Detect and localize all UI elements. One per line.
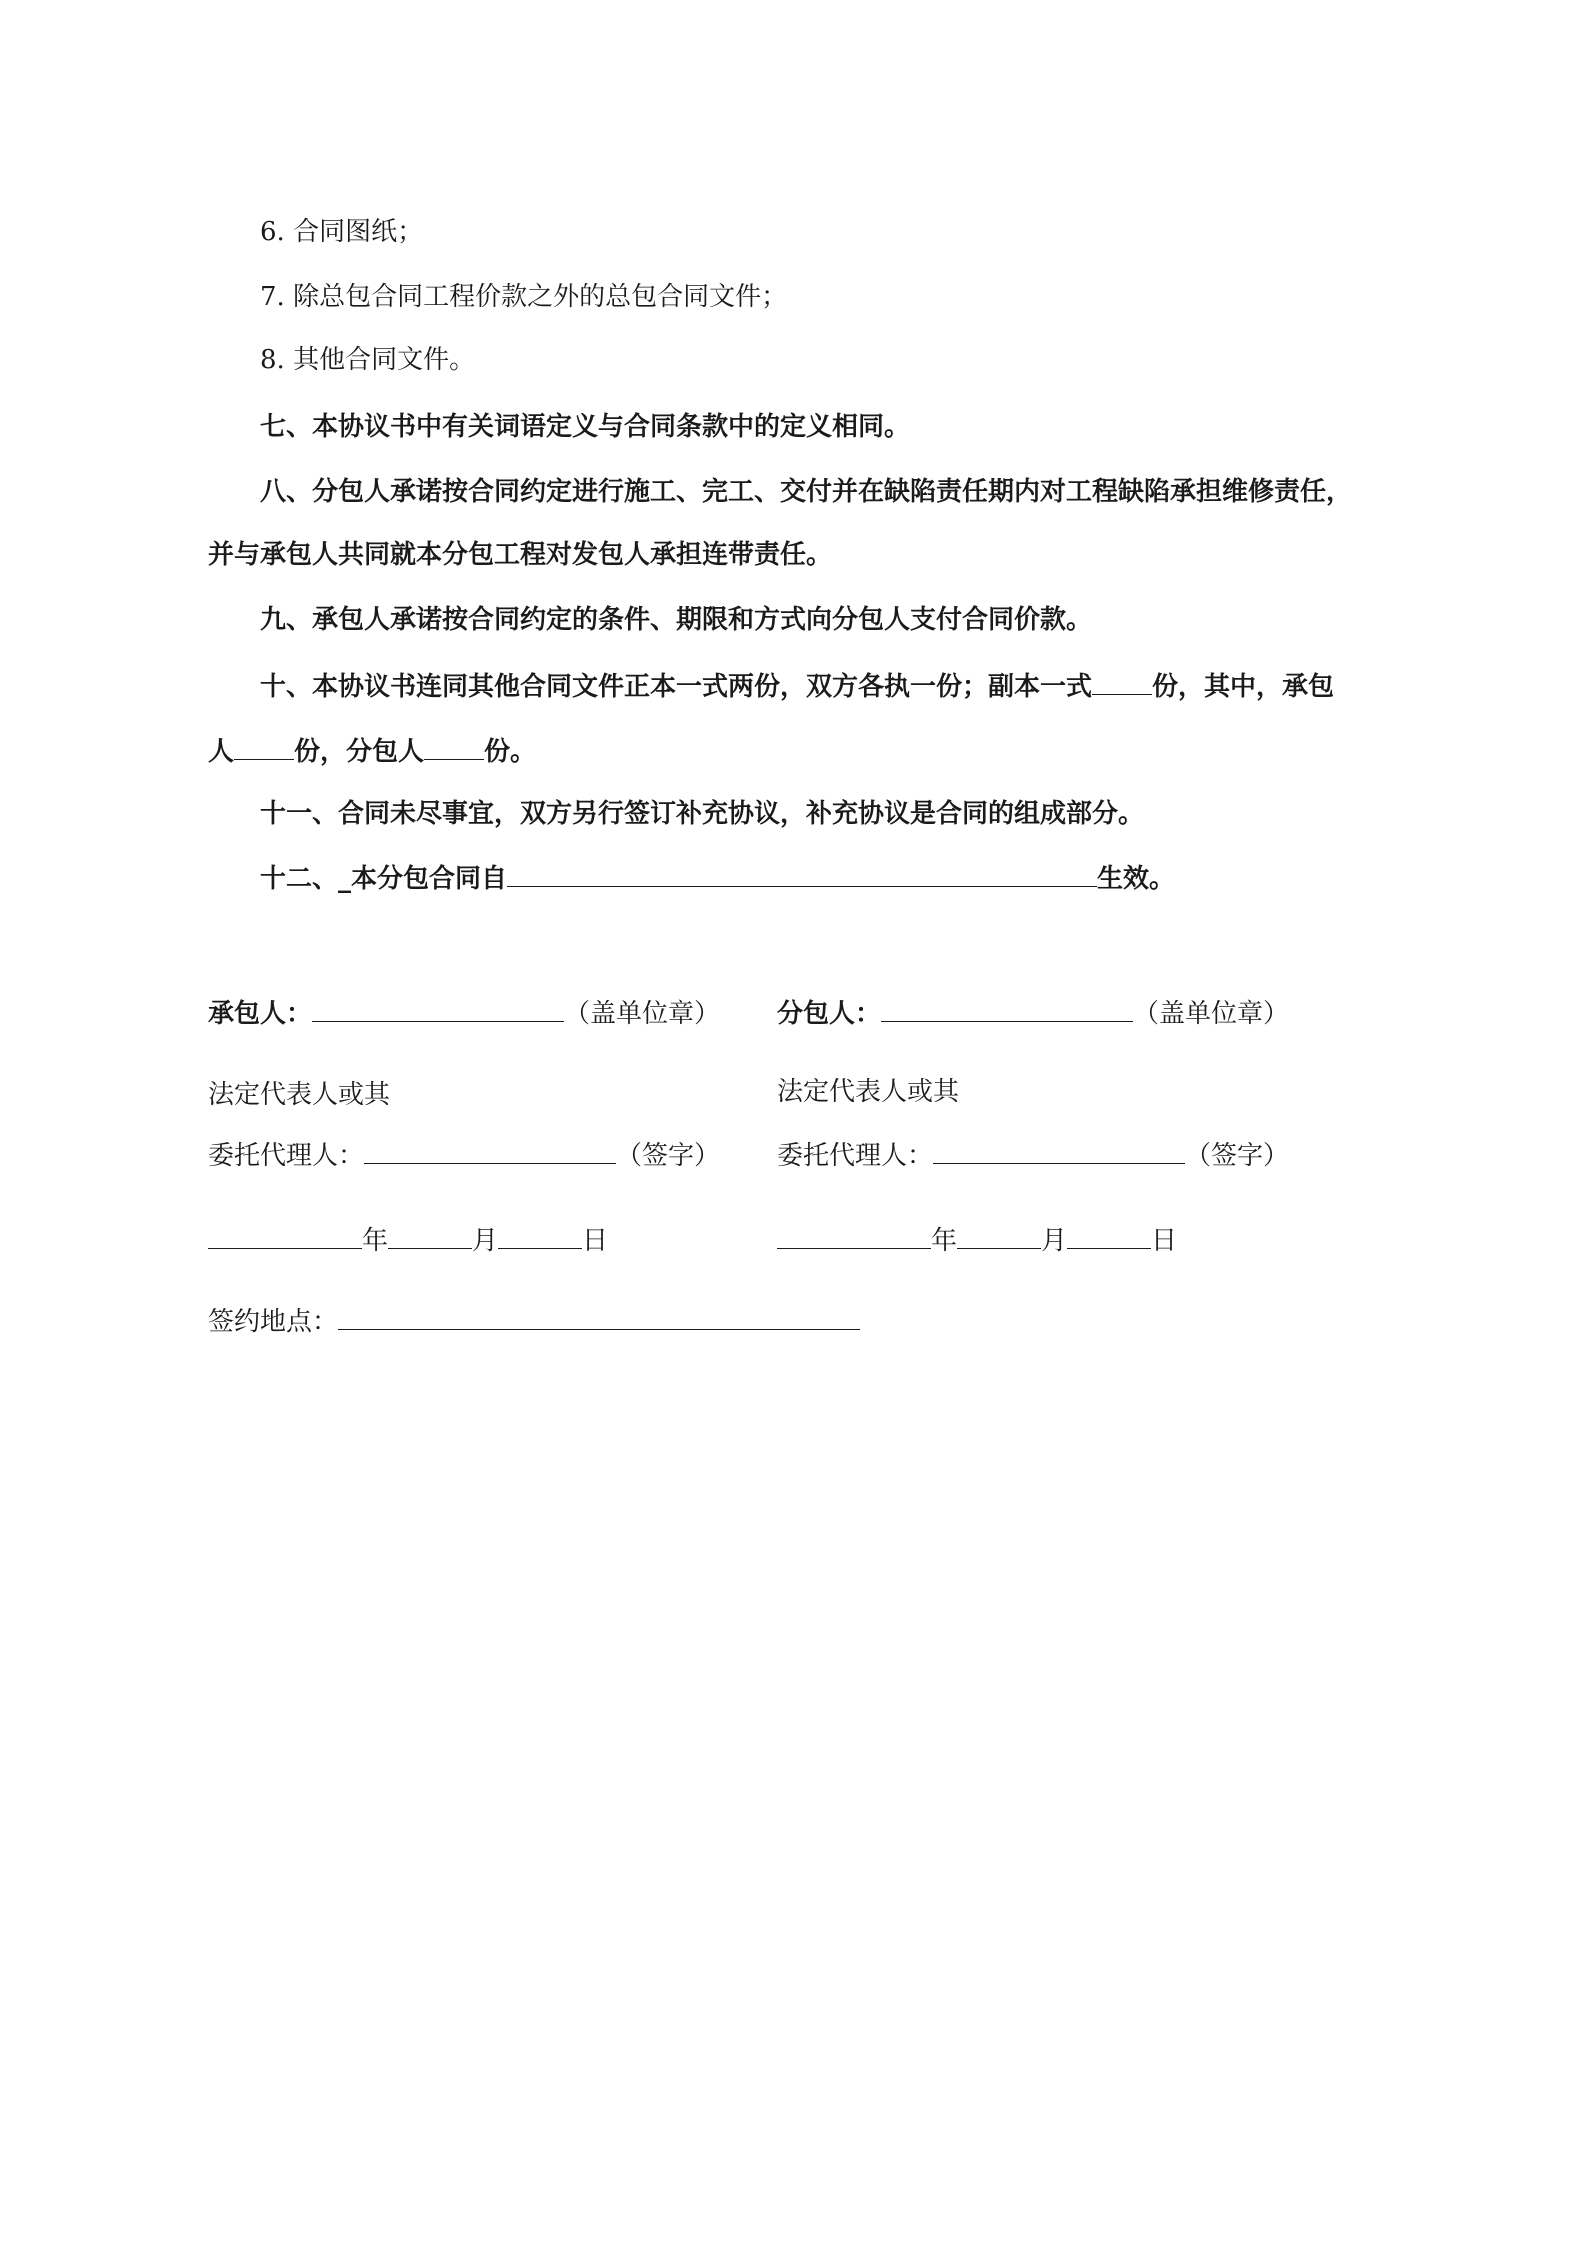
clause-12-text-b: 生效。 (1097, 864, 1176, 894)
copies-total-blank[interactable] (1092, 668, 1152, 695)
signing-place-line (208, 1303, 860, 1339)
subcontractor-rep-line-1: 法定代表人或其 (777, 1077, 960, 1107)
clause-8-line-1: 八、分包人承诺按合同约定进行施工、完工、交付并在缺陷责任期内对工程缺陷承担维修责任， (260, 477, 1353, 507)
subcontractor-day-label: 日 (1151, 1226, 1178, 1256)
contractor-label: 承包人： (208, 999, 313, 1029)
subcontractor-date-line (777, 1222, 1177, 1258)
clause-10-text-e: 份。 (484, 737, 537, 767)
subcontractor-day-blank[interactable] (1067, 1222, 1151, 1249)
clause-11: 十一、合同未尽事宜，双方另行签订补充协议，补充协议是合同的组成部分。 (260, 799, 1145, 829)
contractor-rep-blank[interactable] (364, 1137, 616, 1164)
clause-10-text-a: 十、本协议书连同其他合同文件正本一式两份，双方各执一份；副本一式 (260, 672, 1093, 702)
contractor-date-line (208, 1222, 608, 1258)
contractor-seal-line (208, 995, 720, 1031)
contractor-day-blank[interactable] (498, 1222, 582, 1249)
contractor-rep-line-2 (208, 1137, 720, 1173)
item-7: 7. 除总包合同工程价款之外的总包合同文件； (260, 282, 788, 312)
clause-7: 七、本协议书中有关词语定义与合同条款中的定义相同。 (260, 412, 911, 442)
subcontractor-seal-line (777, 995, 1289, 1031)
subcontractor-month-blank[interactable] (957, 1222, 1041, 1249)
copies-contractor-blank[interactable] (234, 733, 294, 760)
contractor-seal-note: （盖单位章） (564, 999, 721, 1029)
contractor-sign-note: （签字） (616, 1141, 721, 1171)
subcontractor-year-label: 年 (931, 1226, 958, 1256)
clause-10-line-2 (208, 733, 536, 769)
subcontractor-month-label: 月 (1041, 1226, 1068, 1256)
subcontractor-year-blank[interactable] (777, 1222, 931, 1249)
contractor-month-label: 月 (472, 1226, 499, 1256)
clause-12-text-a: 十二、_本分包合同自 (260, 864, 508, 894)
clause-8-line-2: 并与承包人共同就本分包工程对发包人承担连带责任。 (208, 540, 833, 570)
subcontractor-label: 分包人： (777, 999, 882, 1029)
contractor-year-blank[interactable] (208, 1222, 362, 1249)
contractor-year-label: 年 (362, 1226, 389, 1256)
clause-10-text-b: 份，其中，承包 (1152, 672, 1335, 702)
item-6: 6. 合同图纸； (260, 217, 424, 247)
contractor-month-blank[interactable] (388, 1222, 472, 1249)
contractor-blank[interactable] (312, 995, 564, 1022)
subcontractor-blank[interactable] (881, 995, 1133, 1022)
subcontractor-sign-note: （签字） (1185, 1141, 1290, 1171)
contractor-rep-label: 委托代理人： (208, 1141, 365, 1171)
clause-10-text-d: 份，分包人 (294, 737, 425, 767)
subcontractor-seal-note: （盖单位章） (1133, 999, 1290, 1029)
clause-10-line-1 (260, 668, 1334, 704)
subcontractor-rep-line-2 (777, 1137, 1289, 1173)
clause-9: 九、承包人承诺按合同约定的条件、期限和方式向分包人支付合同价款。 (260, 605, 1093, 635)
signing-place-blank[interactable] (338, 1303, 860, 1330)
effective-condition-blank[interactable] (507, 860, 1097, 887)
contractor-day-label: 日 (582, 1226, 609, 1256)
signing-place-label: 签约地点： (208, 1307, 339, 1337)
contractor-rep-line-1: 法定代表人或其 (208, 1080, 391, 1110)
subcontractor-rep-blank[interactable] (933, 1137, 1185, 1164)
item-8: 8. 其他合同文件。 (260, 345, 476, 375)
subcontractor-rep-label: 委托代理人： (777, 1141, 934, 1171)
copies-subcontractor-blank[interactable] (424, 733, 484, 760)
clause-10-text-c: 人 (208, 737, 235, 767)
clause-12 (260, 860, 1175, 896)
